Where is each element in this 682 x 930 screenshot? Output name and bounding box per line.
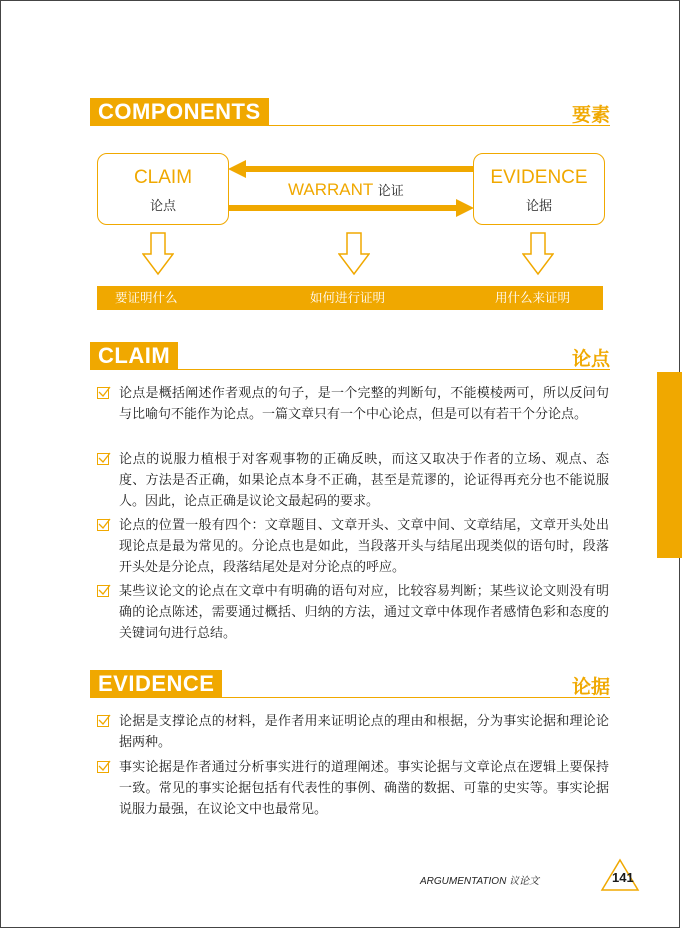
evidence-item-text: 论据是支撑论点的材料，是作者用来证明论点的理由和根据，分为事实论据和理论论据两种。 [119, 714, 609, 750]
action-with-what: 用什么来证明 [495, 290, 571, 305]
action-how: 如何进行证明 [310, 290, 386, 305]
warrant-label-zh: 论证 [377, 184, 404, 199]
evidence-rule [90, 697, 610, 698]
side-tab [657, 372, 682, 558]
arrow-right-head [456, 199, 474, 217]
list-item [97, 757, 609, 820]
evidence-box-en: EVIDENCE [490, 167, 588, 188]
arrow-right-shaft [228, 205, 458, 211]
down-arrow-icon [142, 232, 174, 276]
claim-header [90, 342, 610, 370]
arrow-left-head [228, 160, 246, 178]
checkbox-icon [97, 453, 109, 465]
list-item [97, 581, 609, 644]
list-item [97, 449, 609, 512]
action-bar [97, 286, 603, 310]
checkbox-icon [97, 387, 109, 399]
claim-title-en: CLAIM [90, 342, 178, 370]
down-arrow-icon [338, 232, 370, 276]
list-item [97, 711, 609, 753]
evidence-box-zh: 论据 [525, 199, 552, 214]
evidence-title-zh: 论据 [571, 676, 610, 698]
components-header [90, 98, 610, 126]
list-item [97, 515, 609, 578]
claim-rule [90, 369, 610, 370]
claim-item-text: 论点的位置一般有四个：文章题目、文章开头、文章中间、文章结尾，文章开头处出现论点是最为常见的。分论点也是如此，当段落开头与结尾出现类似的语句时，段落开头处是分论点，段落结尾处是对分论点的呼应。 [119, 518, 609, 575]
claim-box [97, 153, 229, 225]
claim-item-text: 某些议论文的论点在文章中有明确的语句对应，比较容易判断；某些议论文则没有明确的论点陈述，需要通过概括、归纳的方法，通过文章中体现作者感情色彩和态度的关键词句进行总结。 [119, 584, 609, 641]
claim-box-zh: 论点 [149, 199, 176, 214]
evidence-box [473, 153, 605, 225]
warrant-label [288, 180, 404, 200]
evidence-item-text: 事实论据是作者通过分析事实进行的道理阐述。事实论据与文章论点在逻辑上要保持一致。常见的事实论据包括有代表性的事例、确凿的数据、可靠的史实等。事实论据说服力最强，在议论文中也最常见。 [119, 760, 609, 817]
components-title-zh: 要素 [571, 104, 610, 126]
components-title-en: COMPONENTS [90, 98, 269, 126]
claim-item-text: 论点的说服力植根于对客观事物的正确反映，而这又取决于作者的立场、观点、态度、方法是否正确，如果论点本身不正确，甚至是荒谬的，论证得再充分也不能说服人。因此，论点正确是议论文最起码的要求。 [119, 452, 609, 509]
checkbox-icon [97, 519, 109, 531]
claim-item-text: 论点是概括阐述作者观点的句子，是一个完整的判断句，不能模棱两可，所以反问句与比喻句不能作为论点。一篇文章只有一个中心论点，但是可以有若干个分论点。 [119, 386, 609, 422]
action-what: 要证明什么 [115, 290, 178, 305]
arrow-left-shaft [242, 166, 474, 172]
checkbox-icon [97, 761, 109, 773]
components-rule [90, 125, 610, 126]
running-title: ARGUMENTATION 议论文 [420, 876, 540, 887]
checkbox-icon [97, 715, 109, 727]
claim-title-zh: 论点 [571, 348, 610, 370]
checkbox-icon [97, 585, 109, 597]
evidence-header [90, 670, 610, 698]
page-number: 141 [612, 870, 634, 885]
list-item [97, 383, 609, 425]
evidence-title-en: EVIDENCE [90, 670, 222, 698]
warrant-label-en: WARRANT [288, 180, 373, 199]
claim-box-en: CLAIM [133, 167, 193, 188]
down-arrow-icon [522, 232, 554, 276]
